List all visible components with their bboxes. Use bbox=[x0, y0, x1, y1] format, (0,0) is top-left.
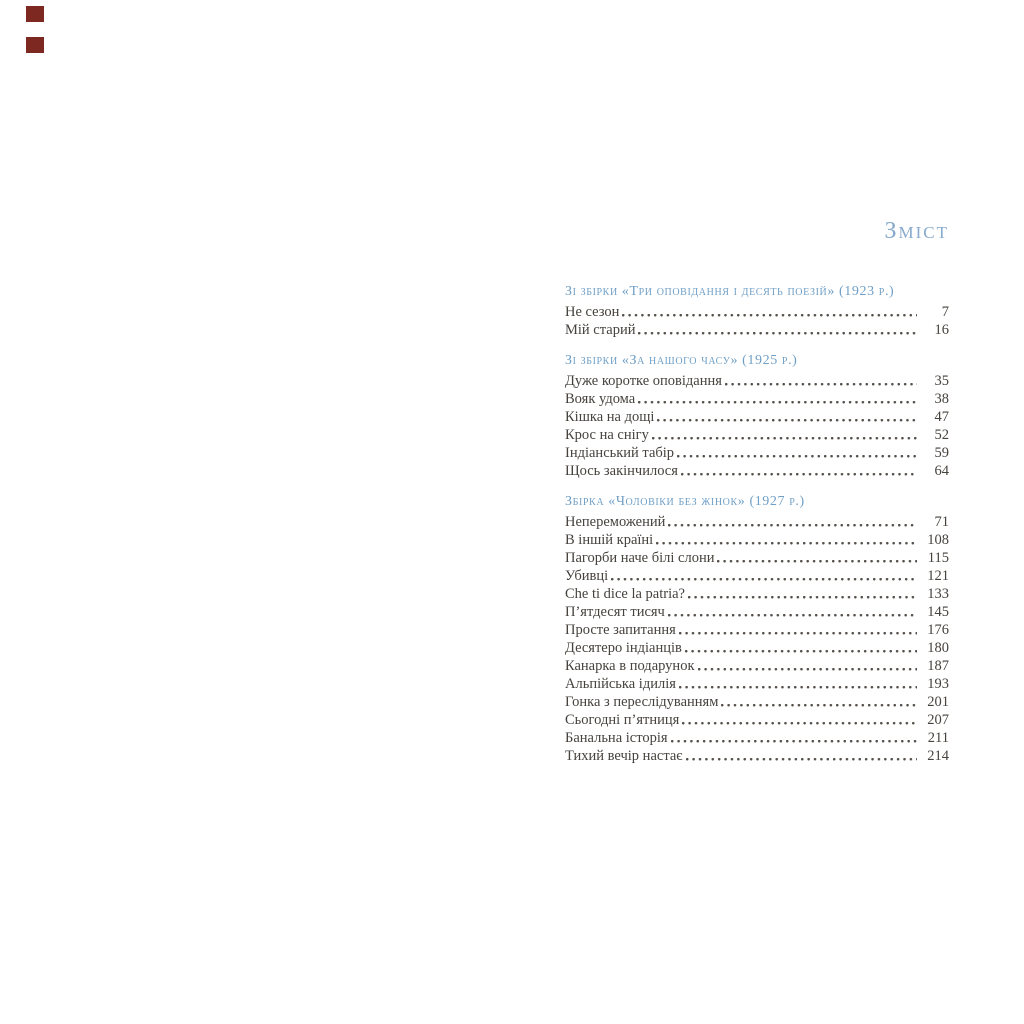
toc-entry bbox=[565, 303, 949, 321]
toc-entry bbox=[565, 747, 949, 765]
dot-leader bbox=[674, 444, 923, 462]
entry-title: Дуже коротке оповідання bbox=[565, 373, 722, 389]
entry-title: Пагорби наче білі слони bbox=[565, 550, 715, 566]
toc-entry bbox=[565, 549, 949, 567]
table-of-contents bbox=[565, 219, 949, 765]
entry-page-number: 52 bbox=[934, 427, 949, 443]
dot-leader bbox=[714, 549, 923, 567]
section-header: Зі збірки «За нашого часу» (1925 р.) bbox=[565, 353, 798, 368]
toc-section bbox=[565, 352, 949, 480]
page-title: Зміст bbox=[884, 218, 949, 244]
toc-entry bbox=[565, 531, 949, 549]
entry-title: Десятеро індіанців bbox=[565, 640, 682, 656]
entry-page-number: 133 bbox=[927, 586, 949, 602]
dot-leader bbox=[676, 675, 923, 693]
section-header: Зі збірки «Три оповідання і десять поезій» (1923 р.) bbox=[565, 284, 895, 299]
section-entries bbox=[565, 372, 949, 480]
toc-sections bbox=[565, 283, 949, 765]
book-cover-corner-mark bbox=[26, 37, 44, 53]
entry-page-number: 59 bbox=[934, 445, 949, 461]
dot-leader bbox=[665, 603, 923, 621]
toc-entry bbox=[565, 321, 949, 339]
dot-leader bbox=[718, 693, 923, 711]
entry-page-number: 108 bbox=[927, 532, 949, 548]
section-header: Збірка «Чоловіки без жінок» (1927 р.) bbox=[565, 494, 805, 509]
entry-title: Просте запитання bbox=[565, 622, 676, 638]
entry-page-number: 7 bbox=[941, 304, 949, 320]
toc-section bbox=[565, 493, 949, 765]
dot-leader bbox=[649, 426, 923, 444]
toc-entry bbox=[565, 657, 949, 675]
dot-leader bbox=[619, 303, 923, 321]
dot-leader bbox=[695, 657, 924, 675]
entry-page-number: 35 bbox=[934, 373, 949, 389]
toc-entry bbox=[565, 675, 949, 693]
entry-page-number: 38 bbox=[934, 391, 949, 407]
dot-leader bbox=[653, 531, 923, 549]
entry-page-number: 180 bbox=[927, 640, 949, 656]
entry-title: Не сезон bbox=[565, 304, 620, 320]
entry-title: Канарка в подарунок bbox=[565, 658, 695, 674]
entry-page-number: 187 bbox=[927, 658, 949, 674]
entry-title: Убивці bbox=[565, 568, 609, 584]
entry-page-number: 207 bbox=[927, 712, 949, 728]
toc-entry bbox=[565, 567, 949, 585]
toc-entry bbox=[565, 693, 949, 711]
toc-entry bbox=[565, 462, 949, 480]
toc-entry bbox=[565, 729, 949, 747]
entry-page-number: 16 bbox=[934, 322, 949, 338]
entry-page-number: 214 bbox=[927, 748, 949, 764]
entry-title: Гонка з переслідуванням bbox=[565, 694, 719, 710]
dot-leader bbox=[676, 621, 923, 639]
toc-entry bbox=[565, 711, 949, 729]
entry-title: Сьогодні п’ятниця bbox=[565, 712, 680, 728]
dot-leader bbox=[685, 585, 923, 603]
entry-title: Крос на снігу bbox=[565, 427, 649, 443]
toc-entry bbox=[565, 372, 949, 390]
entry-title: П’ятдесят тисяч bbox=[565, 604, 665, 620]
entry-page-number: 193 bbox=[927, 676, 949, 692]
entry-page-number: 201 bbox=[927, 694, 949, 710]
toc-entry bbox=[565, 585, 949, 603]
dot-leader bbox=[665, 513, 923, 531]
entry-page-number: 47 bbox=[934, 409, 949, 425]
entry-page-number: 211 bbox=[927, 730, 949, 746]
entry-title: Мій старий bbox=[565, 322, 636, 338]
entry-title: Банальна історія bbox=[565, 730, 668, 746]
toc-entry bbox=[565, 513, 949, 531]
dot-leader bbox=[654, 408, 923, 426]
dot-leader bbox=[635, 321, 923, 339]
entry-title: Кішка на дощі bbox=[565, 409, 655, 425]
entry-title: Вояк удома bbox=[565, 391, 636, 407]
entry-title: Непереможений bbox=[565, 514, 666, 530]
toc-entry bbox=[565, 603, 949, 621]
entry-page-number: 121 bbox=[927, 568, 949, 584]
dot-leader bbox=[722, 372, 923, 390]
entry-page-number: 145 bbox=[927, 604, 949, 620]
toc-section bbox=[565, 283, 949, 339]
entry-page-number: 115 bbox=[927, 550, 949, 566]
entry-title: Тихий вечір настає bbox=[565, 748, 683, 764]
entry-page-number: 176 bbox=[927, 622, 949, 638]
entry-page-number: 71 bbox=[934, 514, 949, 530]
entry-title: Щось закінчилося bbox=[565, 463, 678, 479]
section-entries bbox=[565, 513, 949, 765]
entry-title: В іншій країні bbox=[565, 532, 654, 548]
entry-title: Che ti dice la patria? bbox=[565, 586, 685, 602]
dot-leader bbox=[608, 567, 923, 585]
dot-leader bbox=[682, 639, 923, 657]
dot-leader bbox=[668, 729, 923, 747]
toc-entry bbox=[565, 444, 949, 462]
section-entries bbox=[565, 303, 949, 339]
entry-page-number: 64 bbox=[934, 463, 949, 479]
book-cover-corner-mark bbox=[26, 6, 44, 22]
entry-title: Індіанський табір bbox=[565, 445, 675, 461]
toc-entry bbox=[565, 639, 949, 657]
toc-entry bbox=[565, 621, 949, 639]
entry-title: Альпійська ідилія bbox=[565, 676, 676, 692]
dot-leader bbox=[678, 462, 923, 480]
dot-leader bbox=[679, 711, 923, 729]
dot-leader bbox=[683, 747, 924, 765]
dot-leader bbox=[635, 390, 923, 408]
toc-entry bbox=[565, 426, 949, 444]
toc-entry bbox=[565, 390, 949, 408]
toc-entry bbox=[565, 408, 949, 426]
